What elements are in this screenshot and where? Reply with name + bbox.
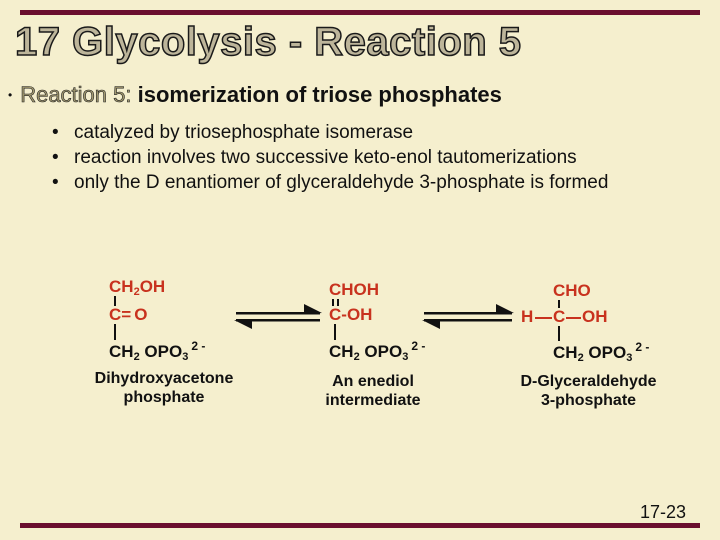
- main-bullet-text: isomerization of triose phosphates: [131, 82, 502, 107]
- dhap-caption: Dihydroxyacetone phosphate: [94, 370, 234, 406]
- gap-h: H: [521, 307, 534, 326]
- sub-bullet: • catalyzed by triosephosphate isomerase: [51, 120, 716, 145]
- gap-oh: OH: [582, 307, 608, 326]
- equilibrium-arrow-2: [422, 304, 514, 329]
- enediol-coh: C-OH: [329, 305, 373, 324]
- gap-caption: D-Glyceraldehyde 3-phosphate: [520, 373, 657, 409]
- bottom-rule: [20, 523, 700, 528]
- forward-arrowhead: [304, 304, 322, 314]
- main-bullet-accent: Reaction 5:: [20, 82, 132, 107]
- sub-bullet: • only the D enantiomer of glyceraldehyde 3-phosphate is formed: [51, 170, 716, 195]
- bullet-dot: •: [8, 88, 13, 102]
- enediol-caption: An enediol intermediate: [325, 373, 421, 409]
- reverse-arrowhead: [422, 320, 440, 329]
- forward-arrowhead: [496, 304, 514, 314]
- dhap-ch2opo3: $CH_2$ $OPO_3^{2 -}$: [109, 339, 206, 363]
- dhap-carbonyl: C= O: [109, 305, 148, 324]
- gap-cho: CHO: [553, 281, 591, 300]
- equilibrium-arrow-1: [234, 304, 322, 329]
- enediol-choh: CHOH: [329, 280, 380, 299]
- page-number: 17-23: [640, 502, 687, 522]
- sub-bullet: • reaction involves two successive keto-enol tautomerizations: [51, 145, 716, 170]
- slide-title: 17 Glycolysis - Reaction 5: [15, 20, 522, 64]
- dhap-ch2oh: $CH_2OH$: [109, 277, 166, 298]
- enediol-ch2opo3: $CH_2$ $OPO_3^{2 -}$: [329, 339, 426, 363]
- gap-ch2opo3: $CH_2$ $OPO_3^{2 -}$: [553, 340, 650, 364]
- gap-c: C: [553, 307, 566, 326]
